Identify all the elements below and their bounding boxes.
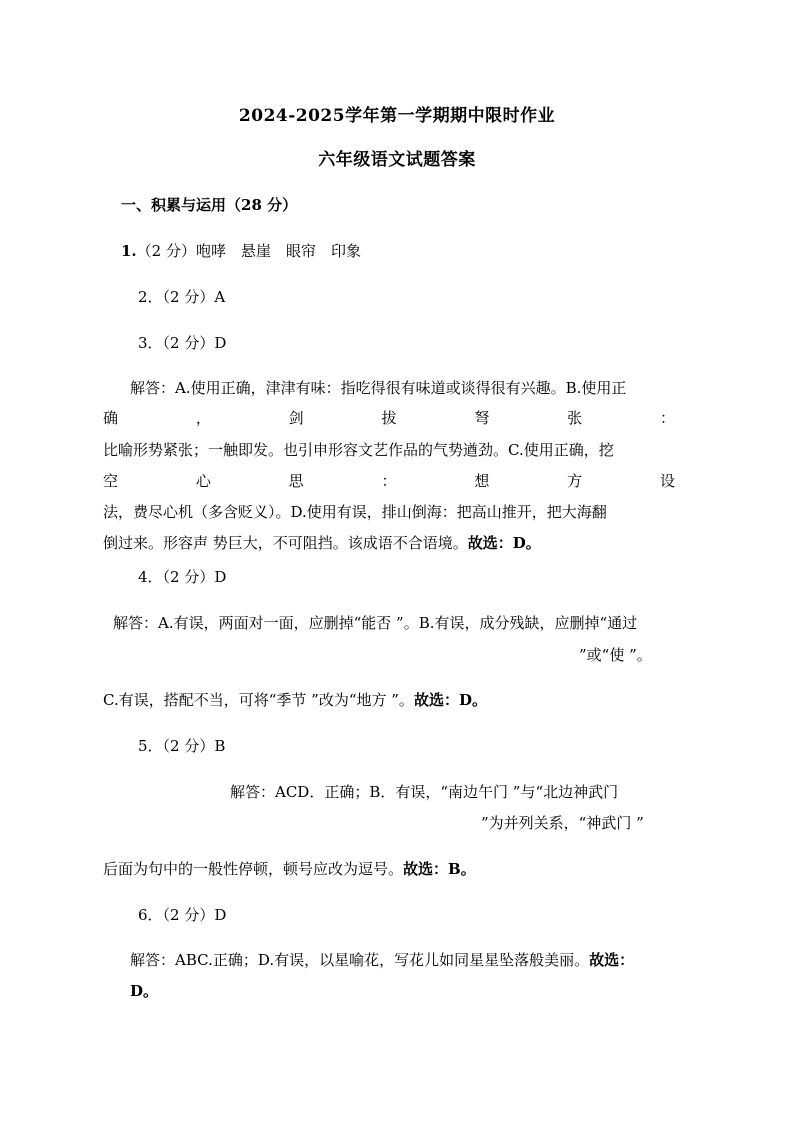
q3-explanation-line-5: 法，费尽心机（多含贬义）。D.使用有误，排山倒海：把高山推开，把大海翻: [103, 503, 607, 521]
q3-explanation-line-1: 解答：A.使用正确，津津有味：指吃得很有味道或谈得很有兴趣。B.使用正: [130, 379, 627, 397]
question-1-label: 1.: [121, 242, 137, 260]
q5-explanation-text: 后面为句中的一般性停顿，顿号应改为逗号。: [103, 860, 404, 878]
q3-word: 剑: [288, 409, 304, 427]
question-1: [121, 241, 361, 261]
q3-word: ，: [195, 409, 211, 427]
q5-explanation-line-3: [103, 859, 476, 879]
q3-word: 设: [659, 472, 675, 490]
q3-answer: 故选：D。: [467, 534, 541, 552]
q3-explanation-line-2: [103, 408, 675, 428]
q3-word: 空: [103, 472, 119, 490]
q5-explanation-line-2: ”为并列关系，“神武门 ”: [481, 814, 644, 832]
q4-explanation-line-1: 解答：A.有误，两面对一面，应删掉“能否 ”。B.有误，成分残缺，应删掉“通过: [113, 614, 638, 632]
q4-answer: 故选：D。: [413, 691, 487, 709]
q3-explanation-text: 倒过来。形容声 势巨大，不可阻挡。该成语不合语境。: [103, 534, 468, 552]
document-subtitle: 六年级语文试题答案: [318, 150, 476, 170]
q6-explanation-line-1: [130, 950, 634, 970]
q4-explanation-text: C.有误，搭配不当，可将“季节 ”改为“地方 ”。: [103, 691, 414, 709]
q4-explanation-line-2: ”或“使 ”。: [579, 646, 652, 664]
q3-word: 拔: [381, 409, 397, 427]
q3-explanation-line-6: [103, 533, 541, 553]
q6-answer-label: 故选：: [589, 951, 635, 969]
section-heading: 一、积累与运用（28 分）: [121, 196, 298, 214]
question-3: 3．（2 分）D: [138, 334, 227, 352]
q3-explanation-line-4: [103, 471, 675, 491]
q3-word: ：: [659, 409, 675, 427]
question-2: 2．（2 分）A: [138, 288, 226, 306]
q3-word: 心: [195, 472, 211, 490]
q3-word: 张: [567, 409, 583, 427]
question-4: 4．（2 分）D: [138, 568, 227, 586]
q5-answer: 故选：B。: [403, 860, 476, 878]
q6-explanation-text: 解答：ABC.正确；D.有误，以星喻花，写花儿如同星星坠落般美丽。: [130, 951, 590, 969]
q3-word: 思: [288, 472, 304, 490]
q3-word: 方: [567, 472, 583, 490]
q6-answer: D。: [130, 982, 159, 1000]
q4-explanation-line-3: [103, 690, 487, 710]
document-title: 2024-2025学年第一学期期中限时作业: [238, 106, 556, 126]
q3-word: 确: [103, 409, 119, 427]
q5-explanation-line-1: 解答：ACD．正确；B．有误，“南边午门 ”与“北边神武门: [230, 783, 619, 801]
q3-word: ：: [381, 472, 397, 490]
question-5: 5．（2 分）B: [138, 737, 226, 755]
question-1-text: （2 分）咆哮 悬崖 眼帘 印象: [136, 242, 361, 260]
q3-explanation-line-3: 比喻形势紧张；一触即发。也引申形容文艺作品的气势遒劲。C.使用正确，挖: [103, 441, 614, 459]
q3-word: 弩: [474, 409, 490, 427]
question-6: 6．（2 分）D: [138, 906, 227, 924]
q3-word: 想: [474, 472, 490, 490]
